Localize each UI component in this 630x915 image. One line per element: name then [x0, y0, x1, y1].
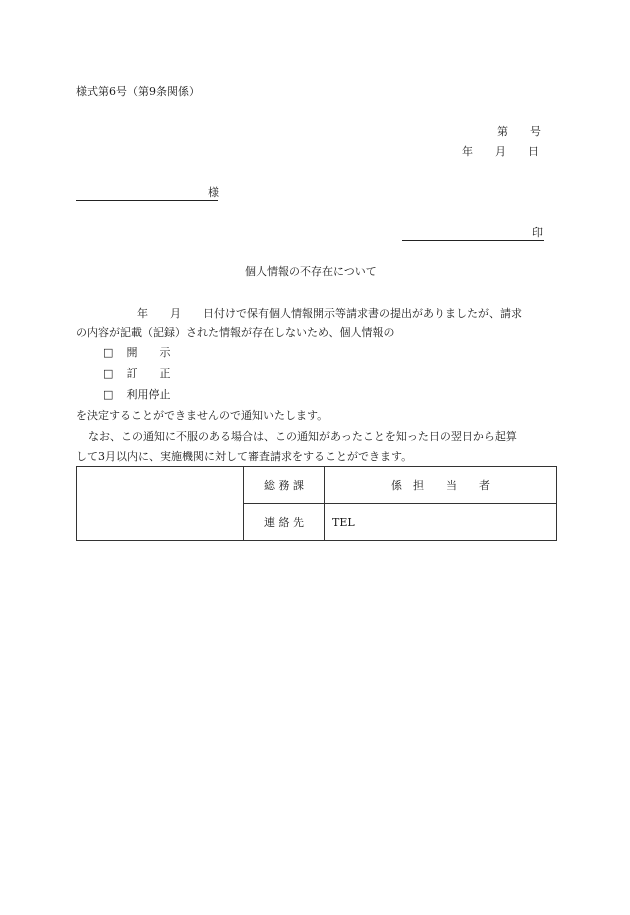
option-correction [103, 367, 171, 381]
body-line-1: 年 月 日付けで保有個人情報開示等請求書の提出がありましたが、請求 [137, 307, 522, 320]
sender-name-line [402, 240, 544, 241]
body-line-4: なお、この通知に不服のある場合は、この通知があったことを知った日の翌日から起算 [88, 430, 517, 443]
option-label: 開 示 [126, 346, 171, 359]
recipient-suffix: 様 [208, 186, 219, 199]
document-title: 個人情報の不存在について [245, 265, 377, 278]
contact-label: 連 絡 先 [244, 504, 325, 541]
recipient-name-line [76, 200, 218, 201]
seal-mark: 印 [532, 226, 543, 239]
checkbox-icon: □ [103, 367, 114, 380]
dept-label: 総 務 課 [244, 467, 325, 504]
body-line-2: の内容が記載（記録）された情報が存在しないため、個人情報の [76, 326, 395, 339]
option-label: 利用停止 [126, 388, 171, 401]
blank-cell [77, 467, 244, 541]
checkbox-icon: □ [103, 388, 114, 401]
document-number-line: 第 号 [497, 125, 541, 138]
option-suspension [103, 388, 171, 402]
option-label: 訂 正 [126, 367, 171, 380]
body-line-3: を決定することができませんので通知いたします。 [76, 409, 329, 422]
contact-table [76, 466, 557, 541]
checkbox-icon: □ [103, 346, 114, 359]
tel-label: TEL [325, 504, 557, 541]
document-date-line: 年 月 日 [462, 145, 539, 158]
person-in-charge-label: 係 担 当 者 [325, 467, 557, 504]
body-line-5: して3月以内に、実施機関に対して審査請求をすることができます。 [76, 450, 413, 463]
form-number-label: 様式第6号（第9条関係） [76, 85, 200, 98]
option-disclosure [103, 346, 171, 360]
